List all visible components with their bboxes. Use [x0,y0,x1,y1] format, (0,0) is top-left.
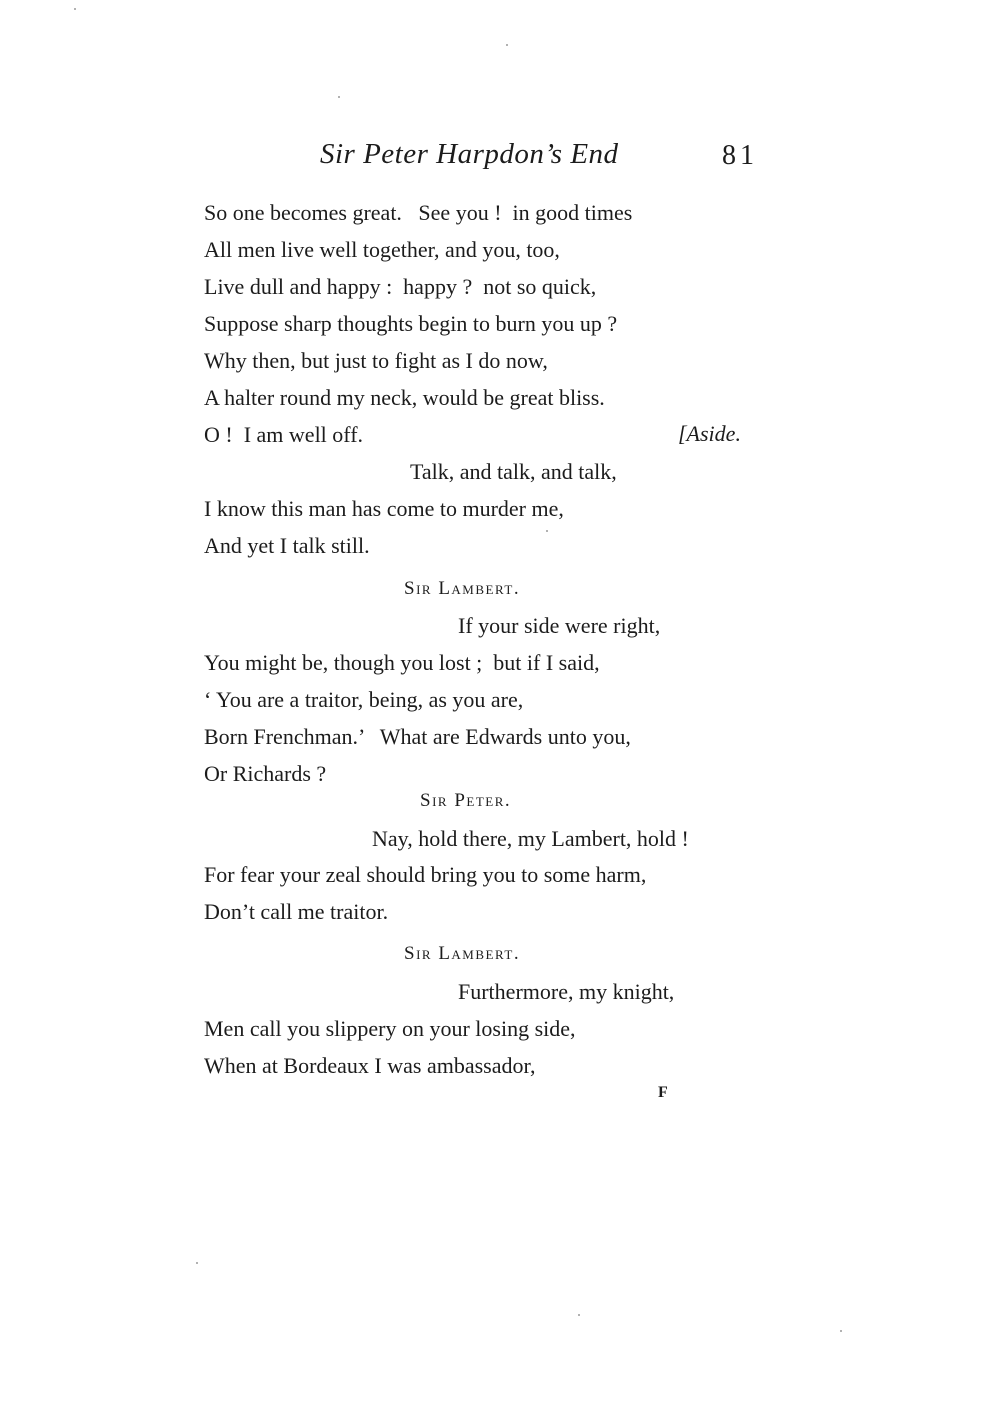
verse-line: So one becomes great. See you ! in good times [204,200,633,225]
verse-line: Why then, but just to fight as I do now, [204,348,548,373]
paper-speck [578,1314,580,1316]
verse-line: Live dull and happy : happy ? not so quick, [204,274,597,299]
verse-line: You might be, though you lost ; but if I said, [204,650,600,675]
verse-line: All men live well together, and you, too, [204,237,560,262]
verse-line: Suppose sharp thoughts begin to burn you up ? [204,311,618,336]
verse-line: ‘ You are a traitor, being, as you are, [204,687,524,712]
speaker-heading: Sir Lambert. [404,943,521,964]
verse-line: I know this man has come to murder me, [204,496,564,521]
verse-line: A halter round my neck, would be great bliss. [204,385,605,410]
paper-speck [506,44,508,46]
running-title: Sir Peter Harpdon’s End [320,138,619,170]
verse-line: Don’t call me traitor. [204,899,389,924]
paper-speck [840,1330,842,1332]
signature-mark: F [658,1084,668,1101]
verse-line: O ! I am well off. [204,422,364,447]
verse-line: Or Richards ? [204,761,327,786]
paper-speck [546,530,548,532]
paper-speck [338,96,340,98]
verse-line: When at Bordeaux I was ambassador, [204,1053,536,1078]
verse-line: Born Frenchman.’ What are Edwards unto you, [204,724,631,749]
stage-direction: [Aside. [678,421,741,446]
page-number: 81 [722,140,758,171]
verse-line: If your side were right, [458,613,661,638]
verse-line: Nay, hold there, my Lambert, hold ! [372,826,689,851]
verse-line: And yet I talk still. [204,533,370,558]
speaker-heading: Sir Lambert. [404,578,521,599]
verse-line: Men call you slippery on your losing side, [204,1016,576,1041]
verse-line: Talk, and talk, and talk, [410,459,617,484]
verse-line: Furthermore, my knight, [458,979,675,1004]
verse-line: For fear your zeal should bring you to some harm, [204,862,647,887]
page-header [0,138,1000,178]
paper-speck [196,1262,198,1264]
paper-speck [74,8,76,10]
speaker-heading: Sir Peter. [420,790,512,811]
